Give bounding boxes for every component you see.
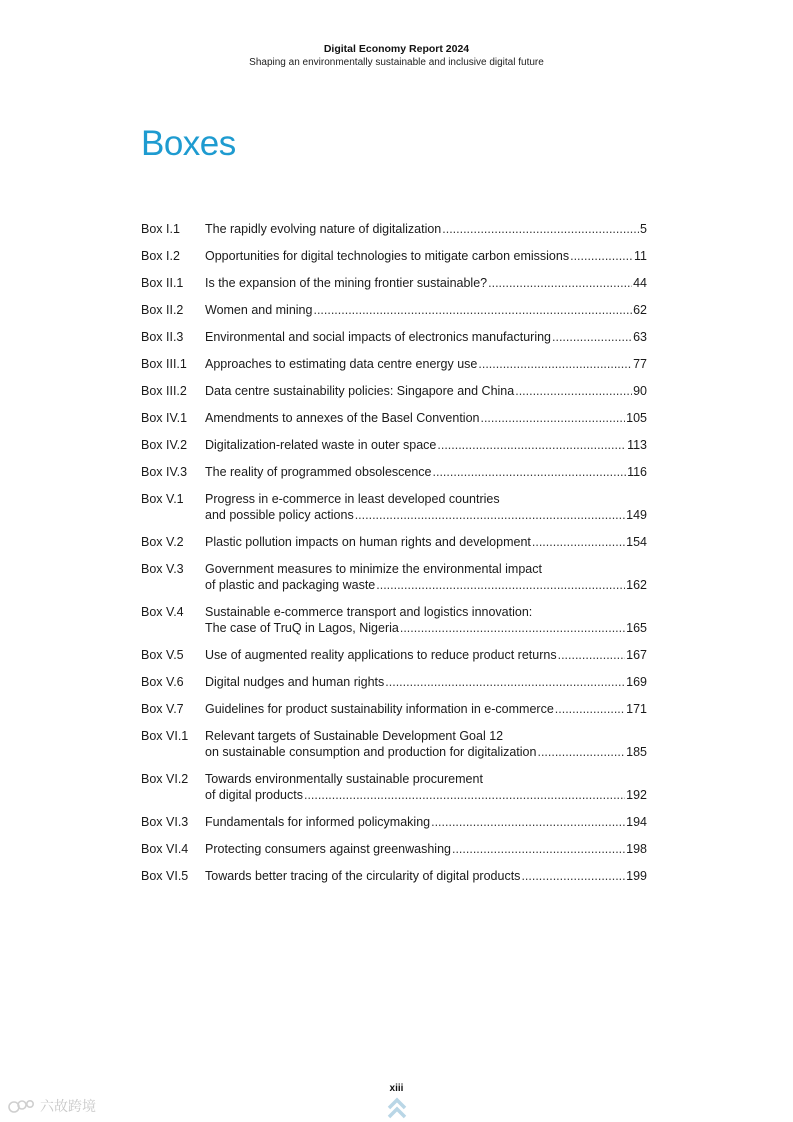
box-entry[interactable]: [141, 356, 647, 372]
box-title-line: Is the expansion of the mining frontier sustainable?: [205, 276, 488, 290]
dot-leader: [399, 620, 625, 636]
report-title: Digital Economy Report 2024: [323, 43, 470, 55]
box-title: [205, 329, 647, 345]
box-entry[interactable]: [141, 221, 647, 237]
box-page-number[interactable]: 171: [626, 702, 647, 716]
box-title-line: Government measures to minimize the environmental impact: [205, 562, 542, 576]
box-title: [205, 841, 647, 857]
dot-leader: [432, 464, 627, 480]
box-number: Box IV.1: [141, 411, 188, 425]
box-title: [205, 410, 647, 426]
box-page-number[interactable]: 167: [626, 648, 647, 662]
dot-leader: [531, 534, 625, 550]
dot-leader: [569, 248, 633, 264]
scroll-up-chevron-icon[interactable]: [386, 1097, 408, 1122]
box-entry[interactable]: [141, 868, 647, 884]
box-page-number[interactable]: 154: [626, 535, 647, 549]
box-number: Box VI.5: [141, 869, 189, 883]
box-title-line: Relevant targets of Sustainable Development Goal 12: [205, 729, 504, 743]
box-title: [205, 868, 647, 884]
box-page-number[interactable]: 149: [626, 508, 647, 522]
report-subtitle: Shaping an environmentally sustainable and inclusive digital future: [249, 57, 544, 68]
dot-leader: [477, 356, 632, 372]
box-page-number[interactable]: 162: [626, 578, 647, 592]
box-page-number[interactable]: 185: [626, 745, 647, 759]
dot-leader: [520, 868, 625, 884]
dot-leader: [551, 329, 632, 345]
box-title: [205, 701, 647, 717]
watermark-text: 六故跨境: [40, 1098, 96, 1114]
box-page-number[interactable]: 44: [633, 276, 647, 290]
box-title-line: Digitalization-related waste in outer space: [205, 438, 437, 452]
box-title-line: Guidelines for product sustainability information in e-commerce: [205, 702, 554, 716]
box-entry[interactable]: [141, 604, 647, 636]
box-number: Box I.2: [141, 249, 180, 263]
dot-leader: [514, 383, 632, 399]
dot-leader: [303, 787, 625, 803]
box-number: Box V.6: [141, 675, 184, 689]
box-title-line: Approaches to estimating data centre energy use: [205, 357, 478, 371]
dot-leader: [354, 507, 625, 523]
box-page-number[interactable]: 199: [626, 869, 647, 883]
box-title-line: Women and mining: [205, 303, 313, 317]
watermark: [8, 1096, 96, 1116]
box-title-line: and possible policy actions: [205, 508, 354, 522]
box-title-line: Fundamentals for informed policymaking: [205, 815, 431, 829]
box-title: [205, 464, 647, 480]
box-title: [205, 534, 647, 550]
box-number: Box VI.2: [141, 772, 189, 786]
box-title: [205, 356, 647, 372]
box-entry[interactable]: [141, 728, 647, 760]
box-page-number[interactable]: 63: [633, 330, 647, 344]
box-number: Box V.4: [141, 605, 184, 619]
box-page-number[interactable]: 165: [626, 621, 647, 635]
watermark-logo-icon: [8, 1097, 36, 1115]
box-title-line: The case of TruQ in Lagos, Nigeria: [205, 621, 399, 635]
box-title: [205, 275, 647, 291]
box-number: Box VI.4: [141, 842, 189, 856]
page-title: Boxes: [141, 124, 236, 163]
boxes-list: [141, 221, 647, 895]
box-title-line: Amendments to annexes of the Basel Convention: [205, 411, 480, 425]
dot-leader: [436, 437, 626, 453]
box-number: Box II.1: [141, 276, 184, 290]
box-title-line: Digital nudges and human rights: [205, 675, 385, 689]
box-number: Box V.3: [141, 562, 184, 576]
box-entry[interactable]: [141, 534, 647, 550]
dot-leader: [375, 577, 625, 593]
page-number: xiii: [389, 1083, 404, 1094]
box-page-number[interactable]: 198: [626, 842, 647, 856]
box-title-line: on sustainable consumption and production for digitalization: [205, 745, 537, 759]
dot-leader: [312, 302, 632, 318]
box-title: [205, 491, 647, 523]
box-entry[interactable]: [141, 814, 647, 830]
box-number: Box V.5: [141, 648, 184, 662]
box-entry[interactable]: [141, 302, 647, 318]
box-title-line: of plastic and packaging waste: [205, 578, 376, 592]
box-number: Box V.1: [141, 492, 184, 506]
box-number: Box II.3: [141, 330, 184, 344]
box-title-line: Plastic pollution impacts on human rights and development: [205, 535, 531, 549]
box-title: [205, 561, 647, 593]
box-title-line: Towards better tracing of the circularity of digital products: [205, 869, 521, 883]
box-number: Box IV.2: [141, 438, 188, 452]
box-page-number[interactable]: 105: [626, 411, 647, 425]
box-number: Box III.1: [141, 357, 187, 371]
box-title: [205, 814, 647, 830]
box-title: [205, 302, 647, 318]
box-page-number[interactable]: 11: [634, 249, 647, 263]
box-title: [205, 647, 647, 663]
dot-leader: [487, 275, 632, 291]
box-title-line: Progress in e-commerce in least developed countries: [205, 492, 500, 506]
box-page-number[interactable]: 192: [626, 788, 647, 802]
box-entry[interactable]: [141, 561, 647, 593]
box-entry[interactable]: [141, 329, 647, 345]
box-number: Box VI.3: [141, 815, 189, 829]
box-page-number[interactable]: 169: [626, 675, 647, 689]
dot-leader: [536, 744, 625, 760]
box-entry[interactable]: [141, 701, 647, 717]
box-title-line: Use of augmented reality applications to reduce product returns: [205, 648, 557, 662]
box-title: [205, 674, 647, 690]
box-page-number[interactable]: 62: [633, 303, 647, 317]
dot-leader: [554, 701, 625, 717]
box-title-line: Sustainable e-commerce transport and logistics innovation:: [205, 605, 533, 619]
box-number: Box V.7: [141, 702, 184, 716]
box-number: Box V.2: [141, 535, 184, 549]
box-page-number[interactable]: 77: [633, 357, 647, 371]
box-title-line: Towards environmentally sustainable procurement: [205, 772, 483, 786]
box-title: [205, 437, 647, 453]
dot-leader: [479, 410, 625, 426]
box-entry[interactable]: [141, 383, 647, 399]
box-title-line: The reality of programmed obsolescence: [205, 465, 432, 479]
dot-leader: [384, 674, 625, 690]
dot-leader: [557, 647, 626, 663]
box-title: [205, 221, 647, 237]
box-title-line: Protecting consumers against greenwashing: [205, 842, 451, 856]
box-page-number[interactable]: 90: [633, 384, 647, 398]
box-number: Box III.2: [141, 384, 187, 398]
box-title-line: Environmental and social impacts of electronics manufacturing: [205, 330, 552, 344]
box-entry[interactable]: [141, 491, 647, 523]
box-entry[interactable]: [141, 248, 647, 264]
box-entry[interactable]: [141, 647, 647, 663]
box-title-line: Data centre sustainability policies: Singapore and China: [205, 384, 515, 398]
box-entry[interactable]: [141, 841, 647, 857]
dot-leader: [441, 221, 639, 237]
box-entry[interactable]: [141, 674, 647, 690]
dot-leader: [451, 841, 625, 857]
box-title: [205, 728, 647, 760]
box-number: Box IV.3: [141, 465, 188, 479]
box-page-number[interactable]: 5: [640, 222, 647, 236]
box-title-line: of digital products: [205, 788, 303, 802]
dot-leader: [430, 814, 625, 830]
box-title: [205, 604, 647, 636]
box-entry[interactable]: [141, 275, 647, 291]
box-title: [205, 771, 647, 803]
box-title-line: Opportunities for digital technologies to mitigate carbon emissions: [205, 249, 570, 263]
box-title: [205, 248, 647, 264]
box-entry[interactable]: [141, 410, 647, 426]
box-entry[interactable]: [141, 771, 647, 803]
box-number: Box I.1: [141, 222, 180, 236]
box-entry[interactable]: [141, 437, 647, 453]
box-page-number[interactable]: 113: [627, 438, 647, 452]
box-title: [205, 383, 647, 399]
box-number: Box II.2: [141, 303, 184, 317]
box-page-number[interactable]: 116: [627, 465, 647, 479]
box-entry[interactable]: [141, 464, 647, 480]
running-header: [0, 42, 793, 70]
box-number: Box VI.1: [141, 729, 189, 743]
box-title-line: The rapidly evolving nature of digitalization: [205, 222, 442, 236]
box-page-number[interactable]: 194: [626, 815, 647, 829]
